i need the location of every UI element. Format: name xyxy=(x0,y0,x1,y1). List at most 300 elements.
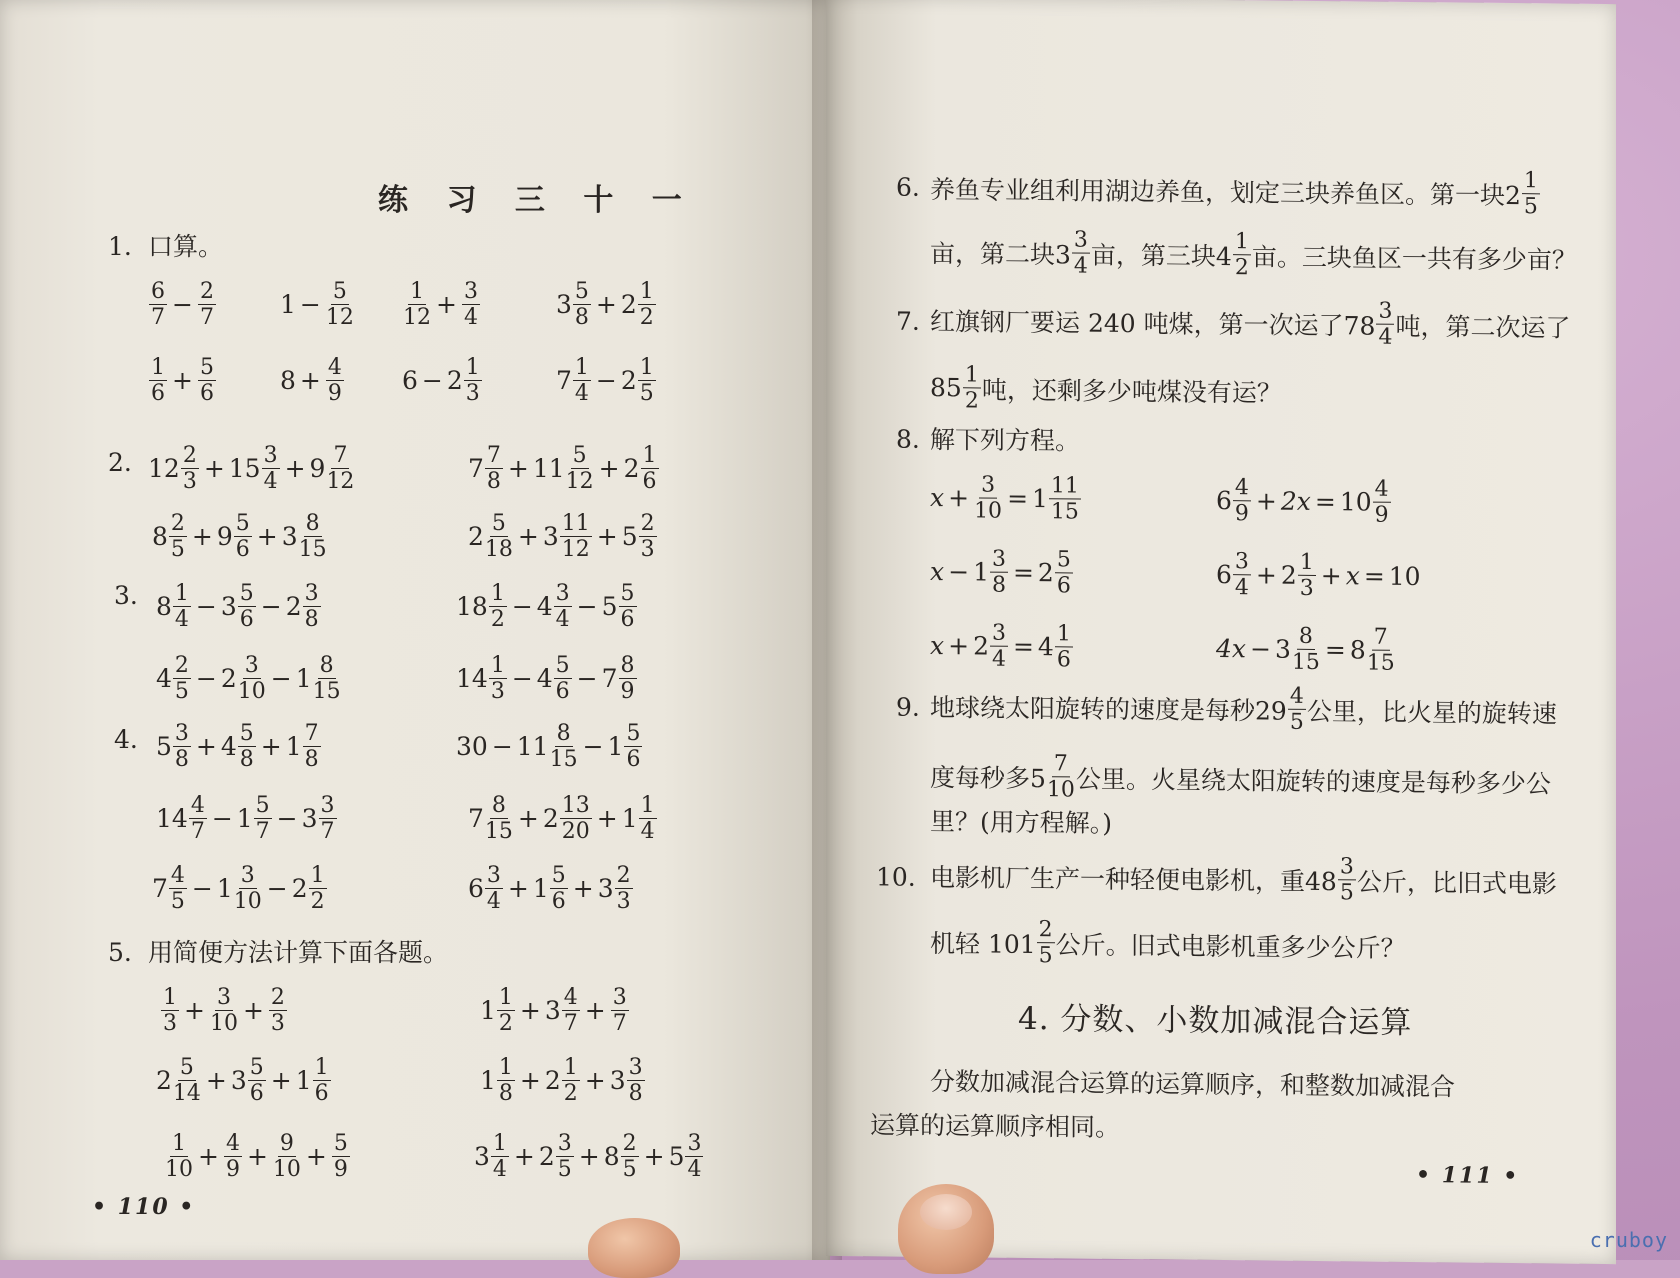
whole-number: 4 xyxy=(156,664,172,694)
problem-5-number: 5. xyxy=(108,938,132,967)
problem-4-number: 4. xyxy=(114,725,138,754)
expression xyxy=(556,280,657,329)
math-token: + xyxy=(519,996,541,1026)
equation xyxy=(1216,624,1396,675)
fraction: $\frac{1}{4}$ xyxy=(492,1131,507,1183)
fraction: $\frac{13}{20}$ xyxy=(561,793,590,845)
whole-number: 1 xyxy=(295,1066,312,1096)
whole-number: 3 xyxy=(544,996,561,1026)
problem-5-title: 用简便方法计算下面各题。 xyxy=(148,938,449,967)
math-token: 2x xyxy=(1280,486,1311,517)
expression xyxy=(156,1056,332,1105)
fraction: $\frac{5}{12}$ xyxy=(565,443,594,495)
math-token: − xyxy=(511,664,533,694)
math-token: x xyxy=(930,631,945,661)
fraction: $\frac{1}{6}$ xyxy=(314,1055,329,1107)
problem-7-line-2 xyxy=(930,363,1282,416)
problem-6-text-1: 养鱼专业组利用湖边养鱼，划定三块养鱼区。第一块2 xyxy=(930,174,1521,210)
whole-number: 3 xyxy=(281,522,298,552)
math-token: + xyxy=(572,874,594,904)
fraction: $\frac{5}{8}$ xyxy=(239,721,254,773)
fraction: $\frac{1}{2}$ xyxy=(964,362,979,414)
math-token: + xyxy=(1255,560,1277,590)
fraction: $\frac{3}{10}$ xyxy=(209,985,238,1037)
whole-number: 3 xyxy=(230,1066,247,1096)
whole-number: 11 xyxy=(532,454,565,484)
problem-7-text-3: 85 xyxy=(930,373,962,403)
fraction: $\frac{5}{14}$ xyxy=(172,1055,201,1107)
whole-number: 3 xyxy=(474,1142,490,1172)
math-token: + xyxy=(517,522,539,552)
whole-number: 1 xyxy=(973,557,989,587)
whole-number: 8 xyxy=(1349,635,1366,665)
fraction: $\frac{4}{9}$ xyxy=(1374,476,1389,528)
expression xyxy=(402,280,481,329)
left-page xyxy=(0,0,830,1260)
fraction: $\frac{2}{7}$ xyxy=(199,279,214,331)
math-token: x xyxy=(930,557,945,587)
fraction: $\frac{1}{5}$ xyxy=(1523,168,1538,220)
exercise-heading: 练 习 三 十 一 xyxy=(378,183,696,218)
math-token: + xyxy=(172,366,193,396)
math-token: = xyxy=(1314,487,1336,517)
fraction: $\frac{5}{6}$ xyxy=(620,581,635,633)
math-token: = xyxy=(1363,561,1385,591)
math-token: + xyxy=(595,290,617,320)
equation xyxy=(1216,476,1392,527)
whole-number: 3 xyxy=(597,874,614,904)
fraction: $\frac{2}{3}$ xyxy=(640,511,655,563)
expression xyxy=(156,582,322,631)
whole-number: 1 xyxy=(295,664,312,694)
fraction: $\frac{1}{6}$ xyxy=(151,355,165,407)
math-token: − xyxy=(276,804,298,834)
whole-number: 1 xyxy=(280,290,296,320)
math-token: − xyxy=(582,732,604,762)
whole-number: 5 xyxy=(668,1142,685,1172)
math-token: − xyxy=(299,290,321,320)
whole-number: 2 xyxy=(1280,560,1297,590)
problem-10-line-1 xyxy=(930,851,1557,907)
fraction: $\frac{1}{2}$ xyxy=(310,863,325,915)
fraction: $\frac{8}{9}$ xyxy=(620,653,635,705)
fraction: $\frac{1}{8}$ xyxy=(498,1055,513,1107)
fraction: $\frac{8}{15}$ xyxy=(484,793,513,845)
whole-number: 8 xyxy=(603,1142,620,1172)
fraction: $\frac{3}{7}$ xyxy=(320,793,335,845)
problem-9-text-1: 地球绕太阳旋转的速度是每秒29 xyxy=(930,692,1287,726)
expression xyxy=(148,444,355,493)
fraction: $\frac{3}{8}$ xyxy=(304,581,319,633)
whole-number: 11 xyxy=(516,732,549,762)
whole-number: 7 xyxy=(468,804,484,834)
problem-9-line-1 xyxy=(930,681,1557,737)
whole-number: 10 xyxy=(1388,561,1421,592)
whole-number: 7 xyxy=(152,874,168,904)
fraction: $\frac{5}{8}$ xyxy=(574,279,589,331)
expression xyxy=(164,1132,351,1181)
whole-number: 3 xyxy=(301,804,318,834)
expression xyxy=(156,722,322,771)
whole-number: 3 xyxy=(556,290,572,320)
fraction: $\frac{2}{5}$ xyxy=(174,653,189,705)
whole-number: 6 xyxy=(402,366,418,396)
whole-number: 3 xyxy=(1274,634,1291,664)
whole-number: 1 xyxy=(285,732,302,762)
equation xyxy=(930,621,1074,672)
math-token: + xyxy=(596,522,618,552)
fraction: $\frac{3}{4}$ xyxy=(1234,549,1249,601)
whole-number: 2 xyxy=(620,366,637,396)
math-token: − xyxy=(270,664,292,694)
math-token: + xyxy=(246,1142,268,1172)
whole-number: 5 xyxy=(156,732,172,762)
fraction: $\frac{3}{4}$ xyxy=(486,863,501,915)
fraction: $\frac{1}{4}$ xyxy=(640,793,655,845)
fraction: $\frac{2}{5}$ xyxy=(622,1131,637,1183)
math-token: + xyxy=(191,522,213,552)
expression xyxy=(468,864,634,913)
math-token: 4x xyxy=(1216,634,1247,664)
whole-number: 2 xyxy=(156,1066,172,1096)
math-token: − xyxy=(491,732,513,762)
math-token: + xyxy=(948,483,970,513)
math-token: + xyxy=(195,732,217,762)
problem-6-text-4: 亩。三块鱼区一共有多少亩？ xyxy=(1251,241,1577,275)
watermark: cruboy xyxy=(1589,1228,1668,1252)
fraction: $\frac{4}{5}$ xyxy=(170,863,185,915)
whole-number: 10 xyxy=(1339,487,1372,517)
whole-number: 7 xyxy=(468,454,484,484)
fraction: $\frac{5}{6}$ xyxy=(555,653,570,705)
fraction: $\frac{3}{4}$ xyxy=(263,443,278,495)
fraction: $\frac{7}{12}$ xyxy=(326,443,355,495)
fraction: $\frac{3}{4}$ xyxy=(1378,298,1393,350)
fraction: $\frac{1}{3}$ xyxy=(465,355,480,407)
math-token: − xyxy=(576,592,598,622)
fraction: $\frac{3}{4}$ xyxy=(555,581,570,633)
whole-number: 6 xyxy=(1216,560,1232,590)
math-token: + xyxy=(436,290,457,320)
fraction: $\frac{1}{5}$ xyxy=(639,355,654,407)
fraction: $\frac{1}{3}$ xyxy=(163,985,177,1037)
equation xyxy=(1216,550,1421,601)
whole-number: 2 xyxy=(544,1066,561,1096)
problem-9-number: 9. xyxy=(896,692,920,722)
math-token: = xyxy=(1012,631,1034,662)
whole-number: 1 xyxy=(1032,484,1048,514)
math-token: − xyxy=(576,664,598,694)
fraction: $\frac{3}{7}$ xyxy=(612,985,627,1037)
expression xyxy=(468,444,660,493)
whole-number: 15 xyxy=(228,454,261,484)
problem-7-line-1 xyxy=(930,295,1570,351)
fraction: $\frac{3}{4}$ xyxy=(687,1131,702,1183)
whole-number: 3 xyxy=(609,1066,626,1096)
expression xyxy=(148,280,217,329)
fraction: $\frac{5}{12}$ xyxy=(325,279,354,331)
math-token: − xyxy=(1250,634,1271,664)
problem-10-number: 10. xyxy=(876,862,916,892)
fraction: $\frac{1}{2}$ xyxy=(563,1055,578,1107)
fraction: $\frac{1}{12}$ xyxy=(403,279,431,331)
problem-7-text-4: 吨，还剩多少吨煤没有运？ xyxy=(981,375,1282,408)
fraction: $\frac{4}{9}$ xyxy=(1234,475,1249,527)
whole-number: 2 xyxy=(285,592,302,622)
fraction: $\frac{5}{6}$ xyxy=(239,581,254,633)
fraction: $\frac{1}{2}$ xyxy=(1234,229,1249,281)
problem-2-number: 2. xyxy=(108,448,132,477)
fingernail xyxy=(920,1194,972,1230)
expression xyxy=(156,794,338,843)
math-token: + xyxy=(578,1142,600,1172)
fraction: $\frac{2}{5}$ xyxy=(1038,917,1053,969)
whole-number: 7 xyxy=(601,664,618,694)
fraction: $\frac{1}{2}$ xyxy=(639,279,654,331)
fraction: $\frac{2}{3}$ xyxy=(616,863,631,915)
problem-9-text-4: 公里。火星绕太阳旋转的速度是每秒多少公 xyxy=(1075,764,1551,799)
fraction: $\frac{8}{15}$ xyxy=(1291,623,1320,676)
whole-number: 2 xyxy=(623,454,640,484)
fraction: $\frac{4}{5}$ xyxy=(1289,683,1304,735)
whole-number: 14 xyxy=(156,804,188,834)
fraction: $\frac{8}{15}$ xyxy=(312,653,341,705)
math-token: + xyxy=(184,996,205,1026)
whole-number: 1 xyxy=(480,1066,496,1096)
math-token: + xyxy=(598,454,620,484)
right-page-number: • 111 • xyxy=(1416,1162,1520,1190)
math-token: − xyxy=(211,804,233,834)
math-token: + xyxy=(596,804,618,834)
whole-number: 2 xyxy=(973,631,989,661)
whole-number: 4 xyxy=(536,664,553,694)
math-token: = xyxy=(1324,635,1346,665)
whole-number: 4 xyxy=(536,592,553,622)
expression xyxy=(456,582,638,631)
whole-number: 9 xyxy=(309,454,326,484)
math-token: − xyxy=(260,592,282,622)
expression xyxy=(160,986,288,1035)
section-title: 4. 分数、小数加减混合运算 xyxy=(1018,1000,1413,1042)
fraction: $\frac{1}{6}$ xyxy=(1056,621,1071,673)
fraction: $\frac{11}{15}$ xyxy=(1050,473,1079,525)
fraction: $\frac{1}{4}$ xyxy=(574,355,589,407)
problem-10-line-2 xyxy=(930,917,1406,971)
problem-9-line-3: 里？(用方程解。) xyxy=(930,806,1113,838)
whole-number: 1 xyxy=(480,996,496,1026)
fraction: $\frac{5}{6}$ xyxy=(1056,547,1071,599)
problem-6-number: 6. xyxy=(896,172,920,202)
fraction: $\frac{5}{6}$ xyxy=(249,1055,264,1107)
fraction: $\frac{5}{7}$ xyxy=(255,793,270,845)
left-page-number: • 110 • xyxy=(92,1194,196,1220)
problem-1-title: 口算。 xyxy=(148,232,224,261)
fraction: $\frac{3}{10}$ xyxy=(237,653,266,705)
body-text-line-2: 运算的运算顺序相同。 xyxy=(870,1110,1121,1142)
math-token: − xyxy=(191,874,213,904)
problem-8-title: 解下列方程。 xyxy=(930,424,1081,456)
math-token: + xyxy=(948,631,970,661)
math-token: − xyxy=(195,592,217,622)
whole-number: 2 xyxy=(446,366,463,396)
problem-3-number: 3. xyxy=(114,581,138,610)
whole-number: 18 xyxy=(456,592,488,622)
fraction: $\frac{2}{3}$ xyxy=(182,443,197,495)
problem-6-line-2 xyxy=(930,227,1577,283)
math-token: = xyxy=(1007,483,1029,514)
whole-number: 8 xyxy=(152,522,168,552)
expression xyxy=(468,794,658,843)
problem-10-text-4: 公斤。旧式电影机重多少公斤？ xyxy=(1055,929,1406,963)
expression xyxy=(402,356,483,405)
expression xyxy=(152,864,328,913)
problem-6-text-2: 亩，第二块3 xyxy=(930,238,1071,270)
math-token: − xyxy=(172,290,193,320)
fraction: $\frac{3}{4}$ xyxy=(1073,227,1088,279)
math-token: + xyxy=(270,1066,292,1096)
whole-number: 1 xyxy=(216,874,233,904)
problem-6-text-3: 亩，第三块4 xyxy=(1090,240,1232,271)
fraction: $\frac{3}{5}$ xyxy=(557,1131,572,1183)
whole-number: 2 xyxy=(620,290,637,320)
problem-6-line-1 xyxy=(930,163,1541,219)
problem-10-text-2: 公斤，比旧式电影 xyxy=(1356,867,1557,899)
fraction: $\frac{1}{6}$ xyxy=(642,443,657,495)
fraction: $\frac{1}{3}$ xyxy=(490,653,505,705)
math-token: + xyxy=(507,454,529,484)
expression xyxy=(556,356,657,405)
problem-9-text-3: 度每秒多5 xyxy=(930,762,1046,793)
body-text-line-1: 分数加减混合运算的运算顺序，和整数加减混合 xyxy=(930,1066,1456,1102)
fraction: $\frac{6}{7}$ xyxy=(151,279,165,331)
math-token: − xyxy=(948,557,970,587)
whole-number: 1 xyxy=(236,804,253,834)
problem-1-number: 1. xyxy=(108,232,132,261)
fraction: $\frac{5}{6}$ xyxy=(199,355,214,407)
fraction: $\frac{4}{9}$ xyxy=(327,355,342,407)
math-token: + xyxy=(584,996,606,1026)
expression xyxy=(474,1132,704,1181)
math-token: = xyxy=(1012,557,1034,588)
math-token: + xyxy=(1255,486,1277,516)
math-token: x xyxy=(930,483,945,513)
fraction: $\frac{3}{10}$ xyxy=(974,472,1003,524)
whole-number: 4 xyxy=(220,732,237,762)
whole-number: 30 xyxy=(456,732,488,762)
math-token: − xyxy=(195,664,217,694)
whole-number: 6 xyxy=(1216,486,1232,516)
math-token: + xyxy=(203,454,225,484)
fraction: $\frac{4}{7}$ xyxy=(563,985,578,1037)
math-token: + xyxy=(517,804,539,834)
whole-number: 4 xyxy=(1037,632,1054,662)
fraction: $\frac{1}{3}$ xyxy=(1299,549,1314,602)
fraction: $\frac{5}{6}$ xyxy=(235,511,250,563)
whole-number: 3 xyxy=(220,592,237,622)
fraction: $\frac{3}{10}$ xyxy=(233,863,262,915)
problem-10-text-3: 机轻 101 xyxy=(930,928,1036,959)
math-token: + xyxy=(242,996,264,1026)
problem-7-number: 7. xyxy=(896,306,920,336)
expression xyxy=(456,722,643,771)
math-token: − xyxy=(421,366,443,396)
fraction: $\frac{2}{5}$ xyxy=(170,511,185,563)
expression xyxy=(456,654,638,703)
problem-7-text-1: 红旗钢厂要运 240 吨煤，第一次运了78 xyxy=(930,306,1376,341)
problem-10-text-1: 电影机厂生产一种轻便电影机，重48 xyxy=(930,862,1337,896)
whole-number: 9 xyxy=(216,522,233,552)
problem-9-text-2: 公里，比火星的旋转速 xyxy=(1306,696,1557,729)
fraction: $\frac{5}{6}$ xyxy=(626,721,641,773)
fraction: $\frac{3}{8}$ xyxy=(991,546,1006,598)
expression xyxy=(148,356,217,405)
whole-number: 7 xyxy=(556,366,572,396)
whole-number: 8 xyxy=(156,592,172,622)
expression xyxy=(468,512,658,561)
whole-number: 1 xyxy=(532,874,549,904)
math-token: + xyxy=(305,1142,327,1172)
fraction: $\frac{8}{15}$ xyxy=(549,721,578,773)
math-token: + xyxy=(643,1142,665,1172)
whole-number: 5 xyxy=(601,592,618,622)
finger-left xyxy=(588,1218,680,1278)
fraction: $\frac{3}{8}$ xyxy=(628,1055,643,1107)
math-token: + xyxy=(507,874,529,904)
fraction: $\frac{9}{10}$ xyxy=(272,1131,301,1183)
math-token: + xyxy=(584,1066,606,1096)
math-token: + xyxy=(205,1066,227,1096)
fraction: $\frac{5}{6}$ xyxy=(551,863,566,915)
equation xyxy=(930,473,1082,524)
fraction: $\frac{7}{8}$ xyxy=(304,721,319,773)
math-token: − xyxy=(595,366,617,396)
fraction: $\frac{1}{10}$ xyxy=(165,1131,193,1183)
whole-number: 8 xyxy=(280,366,296,396)
whole-number: 1 xyxy=(607,732,624,762)
whole-number: 2 xyxy=(220,664,237,694)
fraction: $\frac{7}{15}$ xyxy=(1366,624,1395,676)
fraction: $\frac{3}{8}$ xyxy=(174,721,189,773)
fraction: $\frac{11}{12}$ xyxy=(561,511,590,563)
math-token: − xyxy=(511,592,533,622)
problem-7-text-2: 吨，第二次运了 xyxy=(1395,311,1571,343)
math-token: − xyxy=(266,874,288,904)
math-token: + xyxy=(198,1142,219,1172)
whole-number: 2 xyxy=(1037,558,1054,588)
fraction: $\frac{1}{4}$ xyxy=(174,581,189,633)
math-token: + xyxy=(284,454,306,484)
fraction: $\frac{3}{5}$ xyxy=(1339,854,1354,906)
problem-9-line-2 xyxy=(930,751,1551,807)
whole-number: 6 xyxy=(468,874,484,904)
fraction: $\frac{1}{2}$ xyxy=(490,581,505,633)
fraction: $\frac{4}{9}$ xyxy=(225,1131,240,1183)
fraction: $\frac{8}{15}$ xyxy=(298,511,327,563)
expression xyxy=(152,512,328,561)
math-token: + xyxy=(299,366,321,396)
math-token: + xyxy=(260,732,282,762)
whole-number: 2 xyxy=(538,1142,555,1172)
expression xyxy=(280,356,345,405)
right-page xyxy=(826,0,1616,1264)
fraction: $\frac{2}{3}$ xyxy=(270,985,285,1037)
expression xyxy=(156,654,342,703)
fraction: $\frac{5}{9}$ xyxy=(333,1131,348,1183)
whole-number: 2 xyxy=(542,804,559,834)
whole-number: 3 xyxy=(542,522,559,552)
whole-number: 2 xyxy=(468,522,484,552)
equation xyxy=(930,547,1074,598)
